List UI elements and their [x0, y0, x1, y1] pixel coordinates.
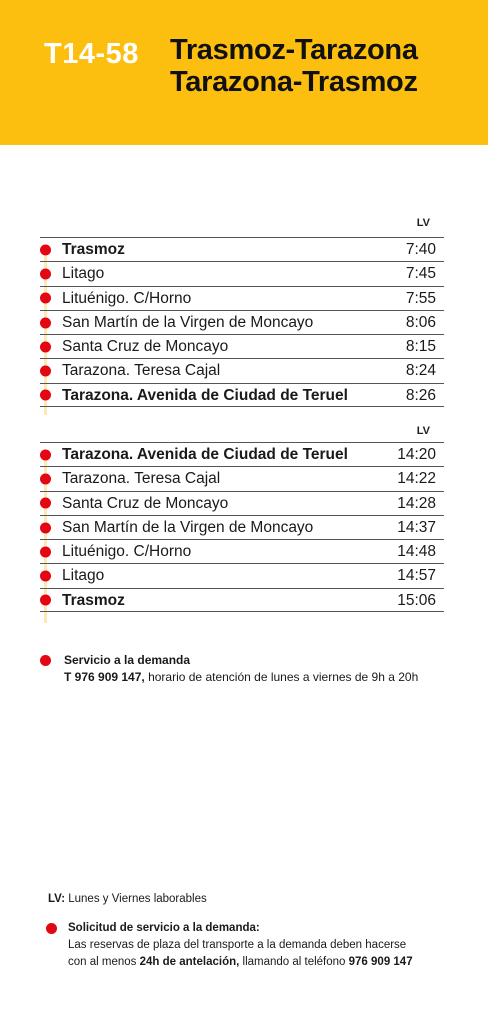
departure-time: 7:40	[405, 241, 436, 258]
stop-row	[40, 237, 444, 261]
stop-row	[40, 261, 444, 285]
demand-dot-icon	[40, 473, 51, 484]
stop-row	[40, 563, 444, 587]
stop-name: Tarazona. Teresa Cajal	[62, 470, 221, 488]
demand-dot-icon	[40, 522, 51, 533]
note-phone: T 976 909 147,	[64, 670, 145, 684]
departure-time: 14:48	[397, 543, 436, 561]
departure-time: 14:57	[397, 567, 436, 585]
departure-time: 14:28	[397, 494, 436, 512]
route-title-inbound: Tarazona-Trasmoz	[170, 66, 418, 98]
stop-name: San Martín de la Virgen de Moncayo	[62, 518, 314, 536]
stop-name: Tarazona. Teresa Cajal	[62, 362, 221, 380]
stop-name: Tarazona. Avenida de Ciudad de Teruel	[62, 446, 348, 463]
departure-time: 14:37	[397, 518, 436, 536]
demand-dot-icon	[46, 923, 57, 934]
stop-row	[40, 310, 444, 334]
departure-time: 14:22	[397, 470, 436, 488]
stop-name: San Martín de la Virgen de Moncayo	[62, 313, 314, 331]
stop-name: Litago	[62, 265, 105, 283]
demand-dot-icon	[40, 293, 51, 304]
departure-time: 8:06	[405, 313, 436, 331]
stop-row	[40, 358, 444, 382]
stop-row	[40, 442, 444, 466]
request-text: llamando al teléfono	[239, 956, 349, 968]
stop-row	[40, 334, 444, 358]
request-advance: 24h de antelación,	[139, 956, 240, 968]
request-text: con al menos	[68, 956, 140, 968]
demand-dot-icon	[40, 571, 51, 582]
request-line-1: Las reservas de plaza del transporte a la demanda deben hacerse	[68, 939, 407, 951]
stop-name: Santa Cruz de Moncayo	[62, 338, 229, 356]
request-line-2	[68, 954, 413, 971]
legend-lv-key: LV:	[48, 893, 66, 905]
column-header-lv: LV	[416, 425, 430, 437]
legend-lv	[48, 893, 207, 905]
stop-list	[40, 442, 444, 612]
stop-list	[40, 237, 444, 407]
request-phone: 976 909 147	[348, 956, 413, 968]
demand-dot-icon	[40, 244, 51, 255]
departure-time: 8:15	[405, 338, 436, 356]
line-code: T14-58	[44, 38, 139, 70]
note-hours: horario de atención de lunes a viernes de 9h a 20h	[144, 670, 419, 684]
stop-row	[40, 515, 444, 539]
demand-dot-icon	[40, 317, 51, 328]
stop-name: Litago	[62, 567, 105, 585]
demand-dot-icon	[40, 655, 51, 666]
stop-name: Lituénigo. C/Horno	[62, 543, 192, 561]
demand-dot-icon	[40, 268, 51, 279]
stop-row	[40, 491, 444, 515]
header-banner	[0, 0, 488, 145]
demand-dot-icon	[40, 449, 51, 460]
stop-row	[40, 286, 444, 310]
request-title: Solicitud de servicio a la demanda:	[68, 922, 260, 934]
demand-dot-icon	[40, 498, 51, 509]
column-header-lv: LV	[416, 217, 430, 229]
stop-row	[40, 383, 444, 407]
departure-time: 7:45	[405, 265, 436, 283]
note-contact	[64, 669, 418, 686]
stop-name: Lituénigo. C/Horno	[62, 289, 192, 307]
stop-row	[40, 588, 444, 612]
demand-dot-icon	[40, 366, 51, 377]
stop-name: Trasmoz	[62, 591, 125, 609]
stop-name: Trasmoz	[62, 241, 125, 258]
route-title-outbound: Trasmoz-Tarazona	[170, 34, 418, 66]
legend-lv-text: Lunes y Viernes laborables	[65, 893, 207, 905]
route-titles	[170, 34, 418, 98]
departure-time: 8:24	[405, 362, 436, 380]
stop-name: Santa Cruz de Moncayo	[62, 494, 229, 512]
demand-dot-icon	[40, 341, 51, 352]
demand-dot-icon	[40, 389, 51, 400]
demand-dot-icon	[40, 594, 51, 605]
departure-time: 14:20	[397, 446, 436, 463]
note-title: Servicio a la demanda	[64, 653, 191, 667]
demand-dot-icon	[40, 546, 51, 557]
departure-time: 15:06	[397, 591, 436, 609]
stop-name: Tarazona. Avenida de Ciudad de Teruel	[62, 386, 348, 404]
departure-time: 8:26	[405, 386, 436, 404]
departure-time: 7:55	[405, 289, 436, 307]
stop-row	[40, 466, 444, 490]
stop-row	[40, 539, 444, 563]
